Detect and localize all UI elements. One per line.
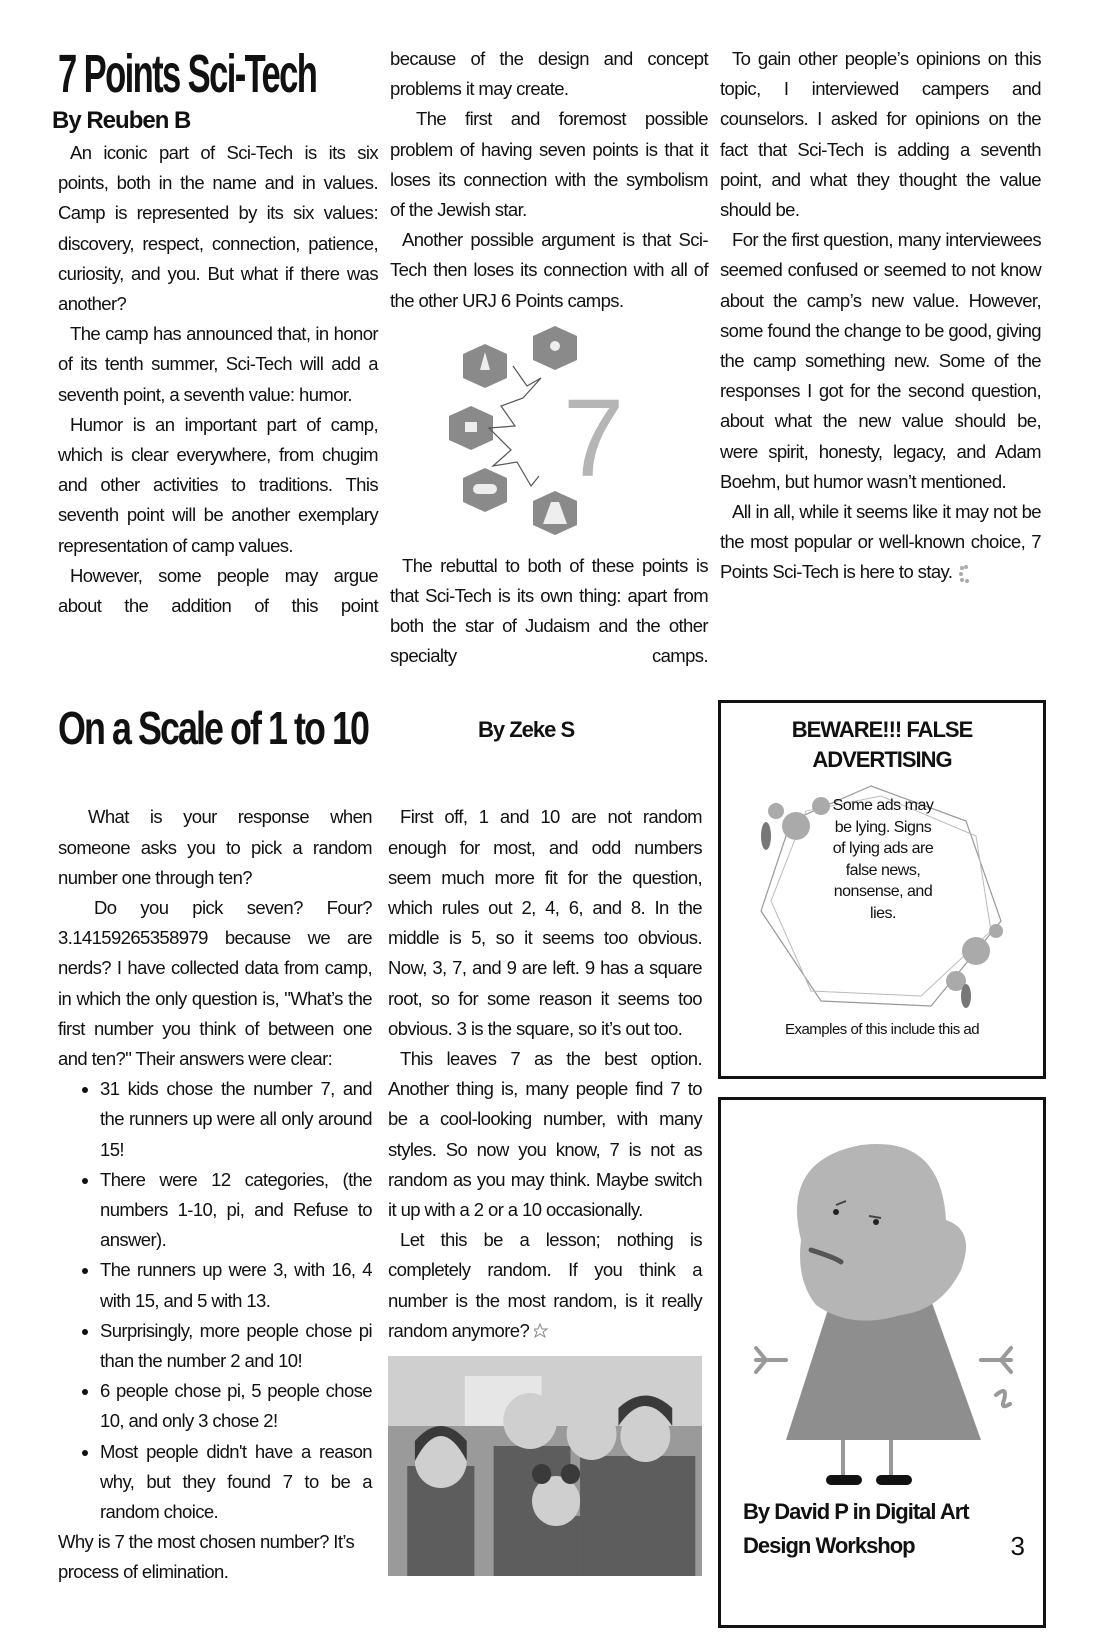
- art-credit: By David P in Digital Art Design Workshop: [743, 1499, 969, 1558]
- paragraph: Why is 7 the most chosen number? It’s process of elimination.: [58, 1531, 355, 1583]
- paragraph: [720, 497, 1041, 588]
- paragraph: The first and foremost possible problem of having seven points is that it loses its connection with the symbolism of the Jewish star.: [390, 108, 708, 221]
- list-item: • Most people didn't have a reason why, but they found 7 to be a random choice.: [100, 1437, 372, 1528]
- article-title: 7 Points Sci-Tech: [58, 44, 317, 104]
- list-item: • Surprisingly, more people chose pi than the number 2 and 10!: [100, 1316, 372, 1376]
- paragraph-text: Let this be a lesson; nothing is completely random. If you think a number is the most random, is it really random anymore?: [388, 1229, 702, 1341]
- paragraph: [388, 1225, 702, 1346]
- article-column-2: [390, 44, 708, 672]
- paragraph: This leaves 7 as the best option. Another thing is, many people find 7 to be a cool-looking number, with many styles. So now you know, 7 is not as random as you may think. Maybe switch it up with a 2 or a 10 occasionally.: [388, 1047, 702, 1220]
- bullet-list: [58, 1074, 372, 1527]
- paragraph: An iconic part of Sci-Tech is its six points, both in the name and in values. Camp is represented by its six values: discovery, respect, connection, patience, curiosity, and you. But what if there was another?: [58, 142, 378, 315]
- article-title: On a Scale of 1 to 10: [58, 702, 369, 754]
- paragraph: For the first question, many interviewees seemed confused or seemed to not know about the camp’s new value. However, some found the change to be good, giving the camp something new. Some of the responses I got for the second question, about what the new value should be, were spirit, honesty, legacy, and Adam Boehm, but humor wasn’t mentioned.: [720, 229, 1041, 492]
- seven-points-logo: [445, 326, 655, 541]
- paragraph-text: All in all, while it seems like it may not be the most popular or well-known choice, 7 Points Sci-Tech is here to stay.: [720, 501, 1041, 583]
- article-heading: [58, 700, 702, 762]
- paragraph: The camp has announced that, in honor of its tenth summer, Sci-Tech will add a seventh point, a seventh value: humor.: [58, 323, 378, 405]
- list-item: • 6 people chose pi, 5 people chose 10, and only 3 chose 2!: [100, 1376, 372, 1436]
- cartoon-character-drawing: [741, 1130, 1031, 1490]
- paragraph: However, some people may argue about the addition of this point: [58, 564, 378, 617]
- article-column-1: [58, 802, 372, 1587]
- ad-caption: Examples of this include this ad: [784, 1021, 980, 1038]
- paragraph: Do you pick seven? Four? 3.14159265358979 because we are nerds? I have collected data from camp, in which the only question is, "What’s the first number you think of between one and ten?" Their answers were clear:: [58, 896, 372, 1069]
- paragraph: Another possible argument is that Sci-Tech then loses its connection with all of the other URJ 6 Points camps.: [390, 229, 708, 311]
- page-number: 3: [1010, 1531, 1025, 1561]
- digital-art-box: [718, 1097, 1046, 1628]
- list-item: • 31 kids chose the number 7, and the runners up were all only around 15!: [100, 1074, 372, 1165]
- list-item: • The runners up were 3, with 16, 4 with 15, and 5 with 13.: [100, 1255, 372, 1315]
- art-credit-row: [743, 1495, 1025, 1563]
- logo-number: 7: [563, 376, 624, 500]
- article-byline: By Zeke S: [478, 717, 575, 742]
- article-byline: By Reuben B: [52, 107, 191, 134]
- list-item: • There were 12 categories, (the numbers 1-10, pi, and Refuse to answer).: [100, 1165, 372, 1256]
- ad-body: Some ads may be lying. Signs of lying ads are false news, nonsense, and lies.: [832, 797, 934, 922]
- paragraph: What is your response when someone asks you to pick a random number one through ten?: [58, 806, 372, 888]
- paragraph: To gain other people’s opinions on this topic, I interviewed campers and counselors. I asked for opinions on the fact that Sci-Tech is adding a seventh point, and what they thought the value should be.: [720, 48, 1041, 221]
- article-scale-1-to-10: [58, 700, 1110, 1628]
- article-column-1: [52, 44, 378, 621]
- right-column: [718, 700, 1046, 1628]
- paragraph: The rebuttal to both of these points is that Sci-Tech is its own thing: apart from both the star of Judaism and the other specialty camps.: [390, 554, 708, 667]
- article-column-2: [388, 802, 702, 1576]
- article-column-3: [720, 44, 1041, 588]
- paragraph: because of the design and concept problems it may create.: [390, 48, 708, 100]
- seven-points-mini-icon: [957, 564, 977, 584]
- ad-title: BEWARE!!! FALSE ADVERTISING: [791, 717, 973, 772]
- campers-photo: [388, 1356, 702, 1576]
- paragraph: Humor is an important part of camp, which is clear everywhere, from chugim and other activities to traditions. This seventh point will be another exemplary representation of camp values.: [58, 413, 378, 556]
- six-star-mini-icon: [534, 1322, 554, 1342]
- article-7-points: [52, 44, 1041, 672]
- paragraph: First off, 1 and 10 are not random enough for most, and odd numbers seem much more fit for the question, which rules out 2, 4, 6, and 8. In the middle is 5, so it seems too obvious. Now, 3, 7, and 9 are left. 9 has a square root, so for some reason it seems too obvious. 3 is the square, so it’s out too.: [388, 806, 702, 1039]
- false-advertising-ad: [718, 700, 1046, 1079]
